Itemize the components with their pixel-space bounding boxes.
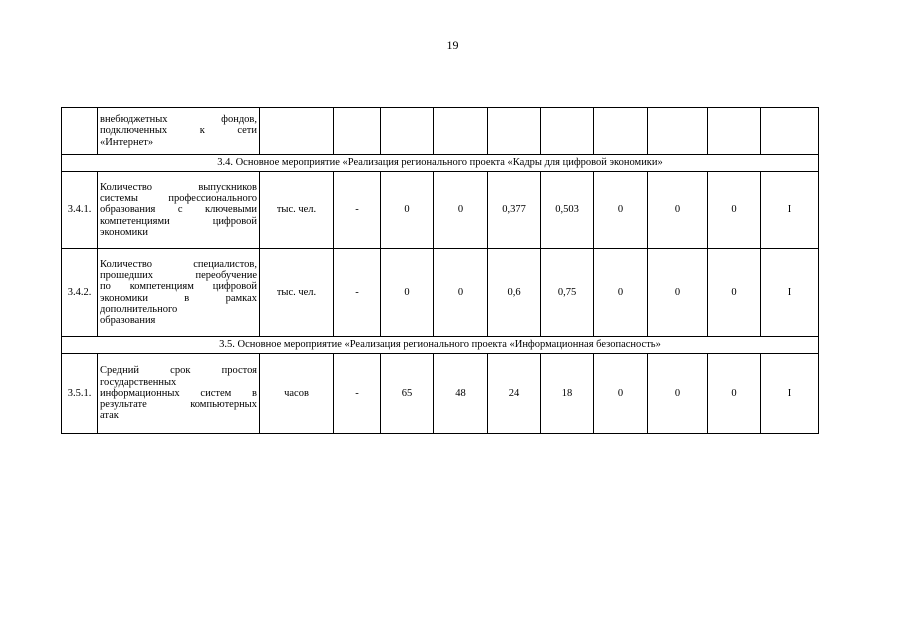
cell-value: 0 [708, 249, 761, 337]
name-line: «Интернет» [100, 136, 154, 148]
section-row [62, 155, 819, 172]
cell-value: 0 [708, 354, 761, 434]
cell-value: 0 [434, 249, 488, 337]
name-line: информационных систем в [100, 387, 257, 399]
cell-value [381, 108, 434, 155]
cell-unit: тыс. чел. [260, 172, 334, 249]
cell-name [98, 249, 260, 337]
section-title: 3.5. Основное мероприятие «Реализация регионального проекта «Информационная безопасность» [62, 337, 819, 354]
cell-value: 48 [434, 354, 488, 434]
cell-value [334, 108, 381, 155]
cell-value: - [334, 172, 381, 249]
cell-value: 0,377 [488, 172, 541, 249]
cell-value: 0 [594, 172, 648, 249]
name-line: подключенных к сети [100, 125, 257, 137]
name-line: компетенциями цифровой [100, 215, 257, 227]
cell-value: I [761, 172, 819, 249]
cell-value: 18 [541, 354, 594, 434]
name-line: результате компьютерных [100, 399, 257, 411]
name-line: Количество выпускников [100, 181, 257, 193]
cell-value: 65 [381, 354, 434, 434]
cell-value: 24 [488, 354, 541, 434]
cell-value: 0 [594, 354, 648, 434]
cell-value: 0 [381, 172, 434, 249]
cell-name [98, 108, 260, 155]
cell-value: 0 [648, 249, 708, 337]
cell-unit [260, 108, 334, 155]
cell-value: 0 [434, 172, 488, 249]
table-row [62, 354, 819, 434]
name-line: системы профессионального [100, 193, 257, 205]
table-row [62, 249, 819, 337]
name-line: Количество специалистов, [100, 258, 257, 270]
cell-num: 3.5.1. [62, 354, 98, 434]
cell-value: - [334, 249, 381, 337]
name-line: прошедших переобучение [100, 269, 257, 281]
cell-value: I [761, 354, 819, 434]
cell-value: 0 [594, 249, 648, 337]
cell-value: 0,503 [541, 172, 594, 249]
name-line: экономики в рамках [100, 292, 257, 304]
indicators-table [61, 107, 819, 434]
cell-value [648, 108, 708, 155]
name-line: Средний срок простоя [100, 365, 257, 377]
cell-value: 0,6 [488, 249, 541, 337]
cell-num: 3.4.2. [62, 249, 98, 337]
cell-value [708, 108, 761, 155]
cell-value [761, 108, 819, 155]
table-row [62, 172, 819, 249]
name-line: внебюджетных фондов, [100, 114, 257, 126]
name-line: атак [100, 410, 119, 422]
cell-value: 0,75 [541, 249, 594, 337]
cell-value: - [334, 354, 381, 434]
section-title: 3.4. Основное мероприятие «Реализация регионального проекта «Кадры для цифровой экономики» [62, 155, 819, 172]
name-line: образования [100, 315, 156, 327]
page-number: 19 [446, 38, 459, 52]
section-row [62, 337, 819, 354]
cell-unit: часов [260, 354, 334, 434]
cell-value: 0 [648, 172, 708, 249]
cell-value [434, 108, 488, 155]
cell-name [98, 172, 260, 249]
cell-value [594, 108, 648, 155]
cell-value: 0 [648, 354, 708, 434]
name-line: образования с ключевыми [100, 204, 257, 216]
cell-value: 0 [708, 172, 761, 249]
table-row-continuation [62, 108, 819, 155]
cell-value [488, 108, 541, 155]
cell-value: 0 [381, 249, 434, 337]
name-line: дополнительного [100, 303, 178, 315]
name-line: государственных [100, 376, 177, 388]
name-line: по компетенциям цифровой [100, 281, 257, 293]
cell-name [98, 354, 260, 434]
cell-value [541, 108, 594, 155]
cell-num [62, 108, 98, 155]
cell-value: I [761, 249, 819, 337]
name-line: экономики [100, 226, 148, 238]
cell-unit: тыс. чел. [260, 249, 334, 337]
cell-num: 3.4.1. [62, 172, 98, 249]
